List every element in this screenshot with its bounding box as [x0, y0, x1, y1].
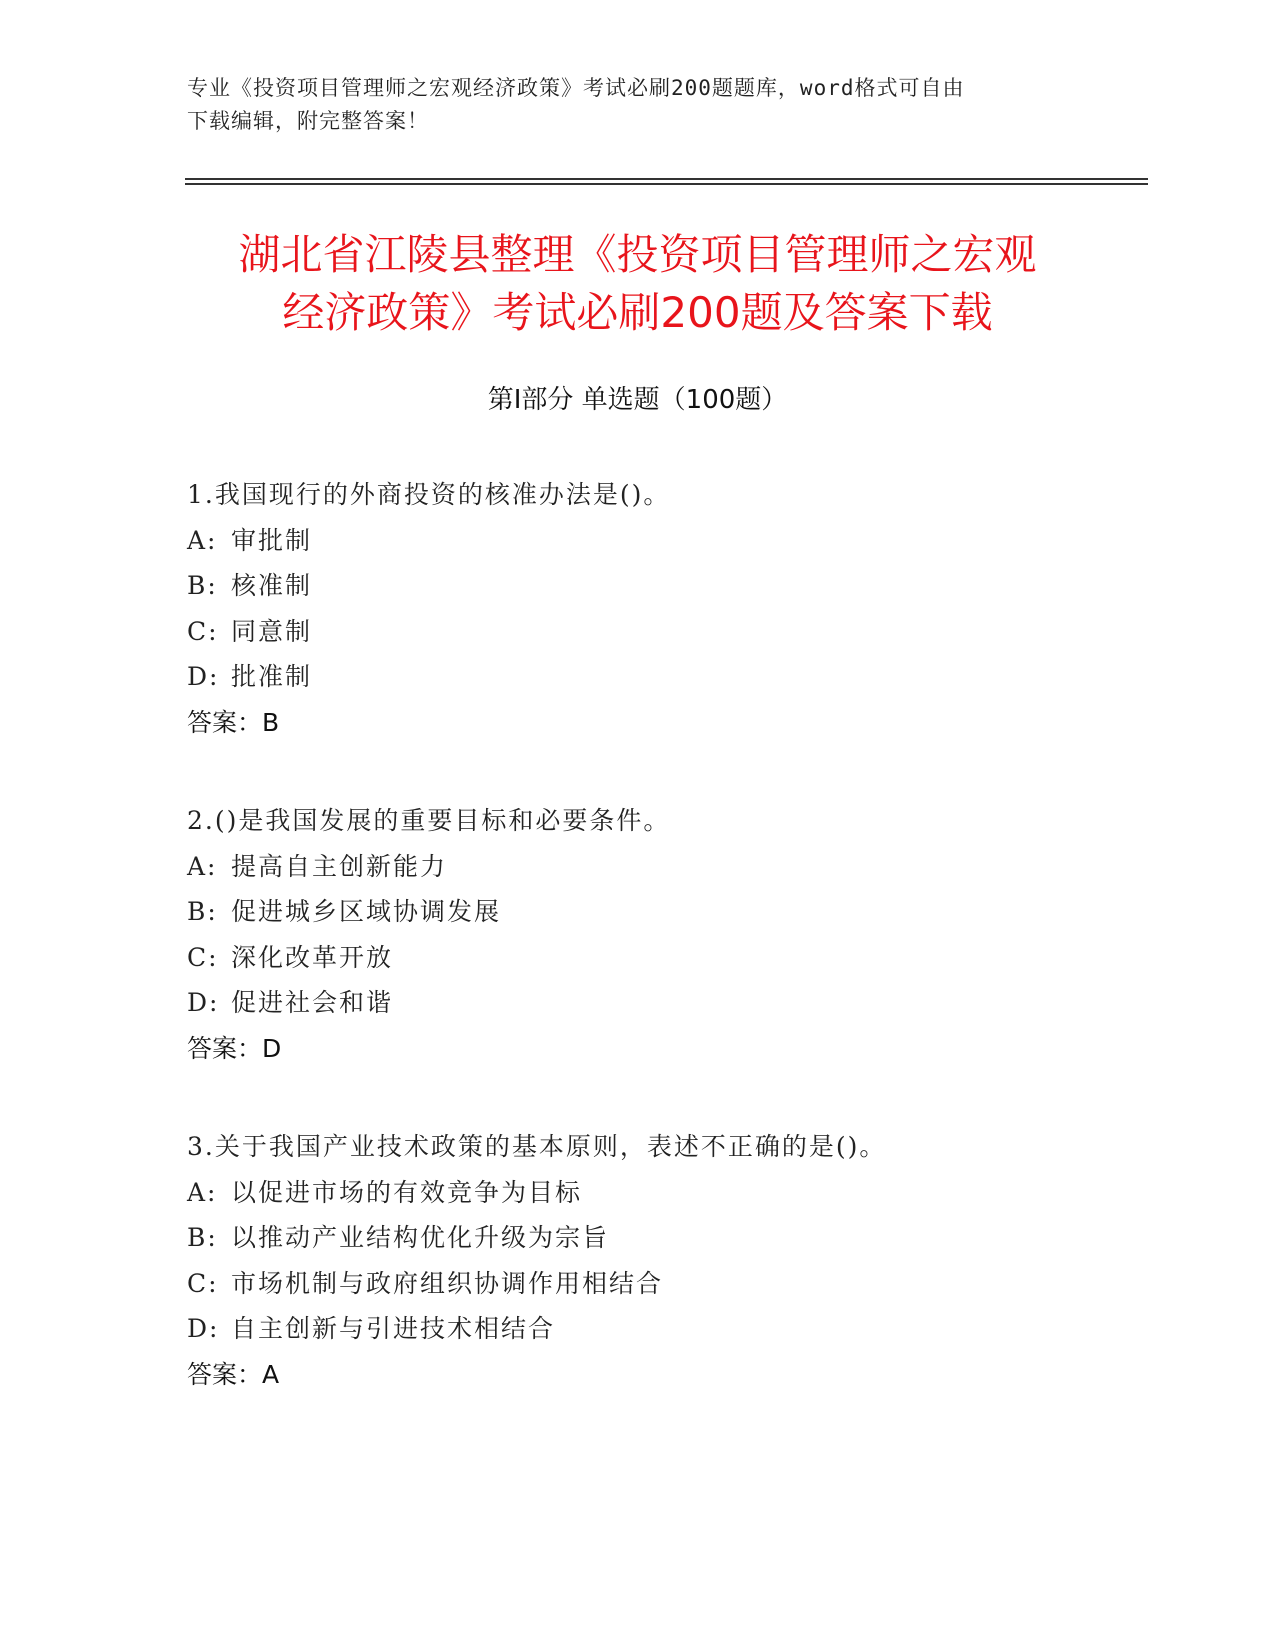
header-note: [187, 72, 1087, 138]
document-title-line-1: 湖北省江陵县整理《投资项目管理师之宏观: [238, 230, 1037, 279]
question-1: [187, 472, 1147, 745]
document-title: [150, 226, 1125, 342]
option-letter: B:: [187, 1223, 218, 1252]
option-letter: B:: [187, 897, 218, 926]
option-text: 自主创新与引进技术相结合: [231, 1314, 556, 1343]
option-letter: C:: [187, 942, 219, 972]
question-3: [187, 1124, 1147, 1397]
option-text: 审批制: [231, 525, 313, 555]
option-letter: A:: [187, 525, 218, 555]
option-letter: B:: [187, 571, 218, 600]
option-c: [187, 935, 1147, 981]
answer-line: 答案：D: [187, 1033, 282, 1063]
option-text: 深化改革开放: [231, 942, 394, 972]
option-c: [187, 1261, 1147, 1307]
option-text: 核准制: [231, 571, 313, 600]
option-letter: C:: [187, 1268, 219, 1298]
option-d: [187, 654, 1147, 700]
option-c: [187, 609, 1147, 655]
option-text: 批准制: [231, 662, 313, 691]
question-stem: 3.关于我国产业技术政策的基本原则，表述不正确的是()。: [187, 1132, 887, 1161]
section-heading: 第Ⅰ部分 单选题（100题）: [487, 385, 788, 415]
option-text: 同意制: [231, 616, 313, 646]
header-divider-top: [185, 178, 1148, 180]
question-stem: 2.()是我国发展的重要目标和必要条件。: [187, 806, 671, 835]
answer-line: 答案：A: [187, 1359, 280, 1389]
option-d: [187, 980, 1147, 1026]
option-text: 促进社会和谐: [231, 988, 394, 1017]
header-note-line-2: 下载编辑，附完整答案！: [187, 109, 429, 133]
question-2: [187, 798, 1147, 1071]
option-letter: D:: [187, 988, 220, 1017]
option-letter: C:: [187, 616, 219, 646]
option-letter: A:: [187, 1177, 218, 1207]
option-text: 市场机制与政府组织协调作用相结合: [231, 1268, 664, 1298]
option-b: [187, 563, 1147, 609]
option-letter: A:: [187, 851, 218, 881]
option-a: [187, 518, 1147, 564]
header-note-line-1: 专业《投资项目管理师之宏观经济政策》考试必刷200题题库，word格式可自由: [187, 76, 965, 100]
option-b: [187, 1215, 1147, 1261]
option-a: [187, 1170, 1147, 1216]
option-text: 以推动产业结构优化升级为宗旨: [231, 1223, 610, 1252]
option-text: 以促进市场的有效竞争为目标: [231, 1177, 583, 1207]
option-letter: D:: [187, 662, 220, 691]
question-stem: 1.我国现行的外商投资的核准办法是()。: [187, 480, 671, 509]
document-title-line-2: 经济政策》考试必刷200题及答案下载: [282, 288, 993, 337]
header-divider-bottom: [185, 183, 1148, 185]
option-d: [187, 1306, 1147, 1352]
answer-line: 答案：B: [187, 707, 280, 737]
option-b: [187, 889, 1147, 935]
option-text: 促进城乡区域协调发展: [231, 897, 502, 926]
option-letter: D:: [187, 1314, 220, 1343]
option-text: 提高自主创新能力: [231, 851, 448, 881]
option-a: [187, 844, 1147, 890]
question-list: [187, 472, 1147, 1450]
